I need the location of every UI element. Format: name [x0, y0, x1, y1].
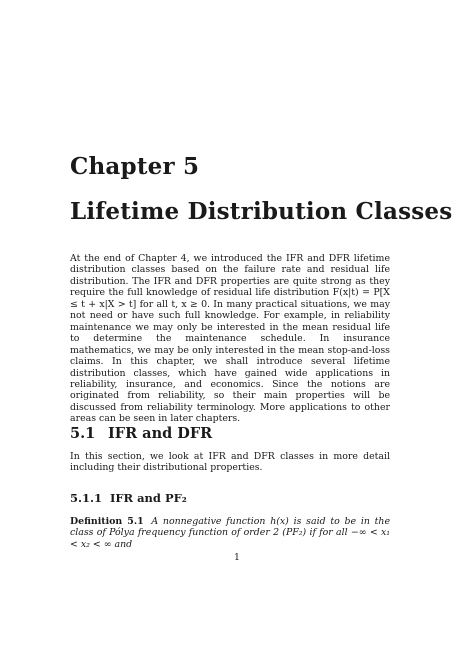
intro-paragraph: At the end of Chapter 4, we introduced the IFR and DFR lifetime distribution classes based on the failure rate and residual life distribution. The IFR and DFR properties are quite strong as they require the full knowledge of residual life distribution F(x|t) = P[X ≤ t + x|X > t] for all t, x ≥ 0. In many practical situations, we may not need or have such full knowledge. For example, in reliability maintenance we may only be interested in the mean residual life to determine the maintenance schedule. In insurance mathematics, we may be only interested in the mean stop-and-loss claims. In this chapter, we shall introduce several lifetime distribution classes, which have gained wide applications in reliability, insurance, and economics. Since the notions are originated from reliability, so their main properties will be discussed from reliability terminology. More applications to other areas can be seen in later chapters. — [70, 253, 390, 425]
section-number: 5.1 — [70, 425, 96, 442]
section-paragraph: In this section, we look at IFR and DFR classes in more detail including their distributional properties. — [70, 451, 390, 474]
subsection-heading — [70, 491, 187, 505]
definition-label: Definition 5.1 — [70, 516, 144, 527]
subsection-number: 5.1.1 — [70, 491, 103, 505]
subsection-title: IFR and PF₂ — [110, 491, 187, 505]
page-number: 1 — [234, 552, 240, 563]
definition-text: A nonnegative function h(x) is said to be in the class of Pólya frequency function of order 2 (PF₂) if for all −∞ < x₁ < x₂ < ∞ and — [70, 516, 390, 550]
chapter-number: Chapter 5 — [70, 153, 200, 180]
definition-block — [70, 516, 390, 550]
section-title: IFR and DFR — [108, 425, 213, 442]
section-heading — [70, 425, 212, 442]
chapter-title: Lifetime Distribution Classes — [70, 198, 453, 225]
